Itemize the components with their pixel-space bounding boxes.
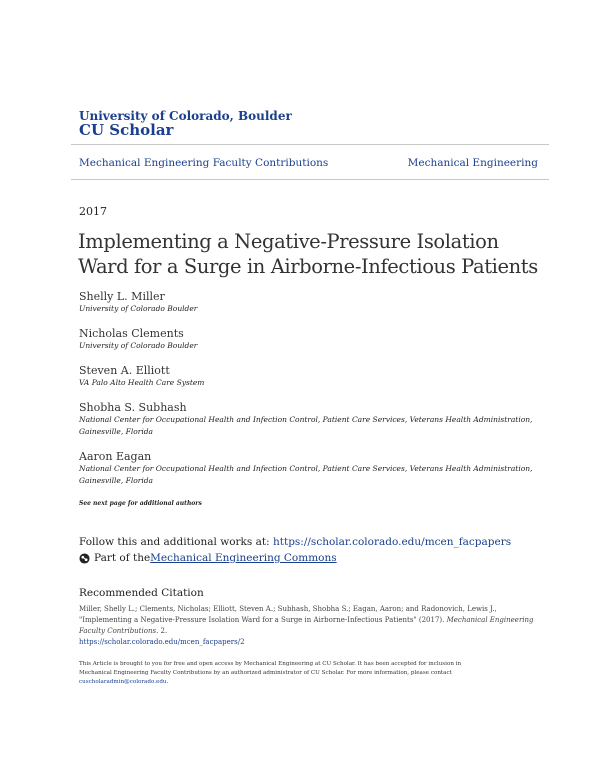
publication-year: 2017 (79, 205, 107, 218)
access-statement (79, 660, 479, 687)
citation-journal: Mechanical Engineering Faculty Contributions (79, 616, 534, 635)
author-block (79, 450, 539, 487)
top-divider (71, 144, 549, 145)
paper-title: Implementing a Negative-Pressure Isolation Ward for a Surge in Airborne-Infectious Patients (78, 230, 538, 278)
author-affiliation: University of Colorado Boulder (79, 341, 198, 350)
collection-link[interactable]: Mechanical Engineering Faculty Contributions (79, 157, 329, 169)
author-affiliation: VA Palo Alto Health Care System (79, 378, 205, 387)
recommended-citation-heading: Recommended Citation (79, 587, 204, 599)
citation-url-link[interactable]: https://scholar.colorado.edu/mcen_facpapers/2 (79, 638, 245, 646)
author-affiliation: National Center for Occupational Health and Infection Control, Patient Care Services, Veterans Health Administration, Gainesville, Florida (79, 464, 533, 485)
part-of-line (79, 552, 337, 564)
collection-url-link[interactable]: https://scholar.colorado.edu/mcen_facpapers (273, 536, 512, 548)
contact-email-link[interactable]: cuscholaradmin@colorado.edu (79, 679, 167, 685)
repository-name[interactable]: CU Scholar (79, 121, 174, 139)
more-authors-note: See next page for additional authors (79, 500, 202, 507)
author-block (79, 401, 539, 438)
access-statement-text: This Article is brought to you for free and open access by Mechanical Engineering at CU Scholar. It has been accepted for inclusion in Mechanical Engineering Faculty Contributions by an authorized administrator of CU Scholar. For more information, please contact (79, 661, 462, 676)
department-link[interactable]: Mechanical Engineering (407, 157, 538, 169)
author-name: Aaron Eagan (79, 450, 152, 463)
citation-suffix: . 2. (156, 627, 168, 635)
author-affiliation: University of Colorado Boulder (79, 304, 198, 313)
commons-link[interactable]: Mechanical Engineering Commons (150, 552, 337, 564)
author-name: Steven A. Elliott (79, 364, 170, 377)
author-name: Shelly L. Miller (79, 290, 165, 303)
author-block (79, 364, 539, 389)
institution-name: University of Colorado, Boulder (79, 109, 292, 123)
author-block (79, 327, 539, 352)
author-name: Nicholas Clements (79, 327, 184, 340)
access-statement-suffix: . (166, 679, 169, 685)
author-block (79, 290, 539, 315)
citation-body: Miller, Shelly L.; Clements, Nicholas; Elliott, Steven A.; Subhash, Shobha S.; Eagan, Aaron; and Radonovich, Lewis J., "Implementing a Negative-Pressure Isolation Ward for a Surge in Airborne-Infectious Patients" (2017). (79, 605, 497, 624)
citation-text (79, 604, 549, 648)
commons-network-icon (79, 553, 90, 564)
bottom-divider (71, 179, 549, 180)
author-name: Shobha S. Subhash (79, 401, 187, 414)
author-affiliation: National Center for Occupational Health and Infection Control, Patient Care Services, Veterans Health Administration, Gainesville, Florida (79, 415, 533, 436)
follow-prefix: Follow this and additional works at: (79, 536, 273, 548)
part-of-prefix: Part of the (94, 552, 151, 564)
follow-line (79, 536, 511, 548)
